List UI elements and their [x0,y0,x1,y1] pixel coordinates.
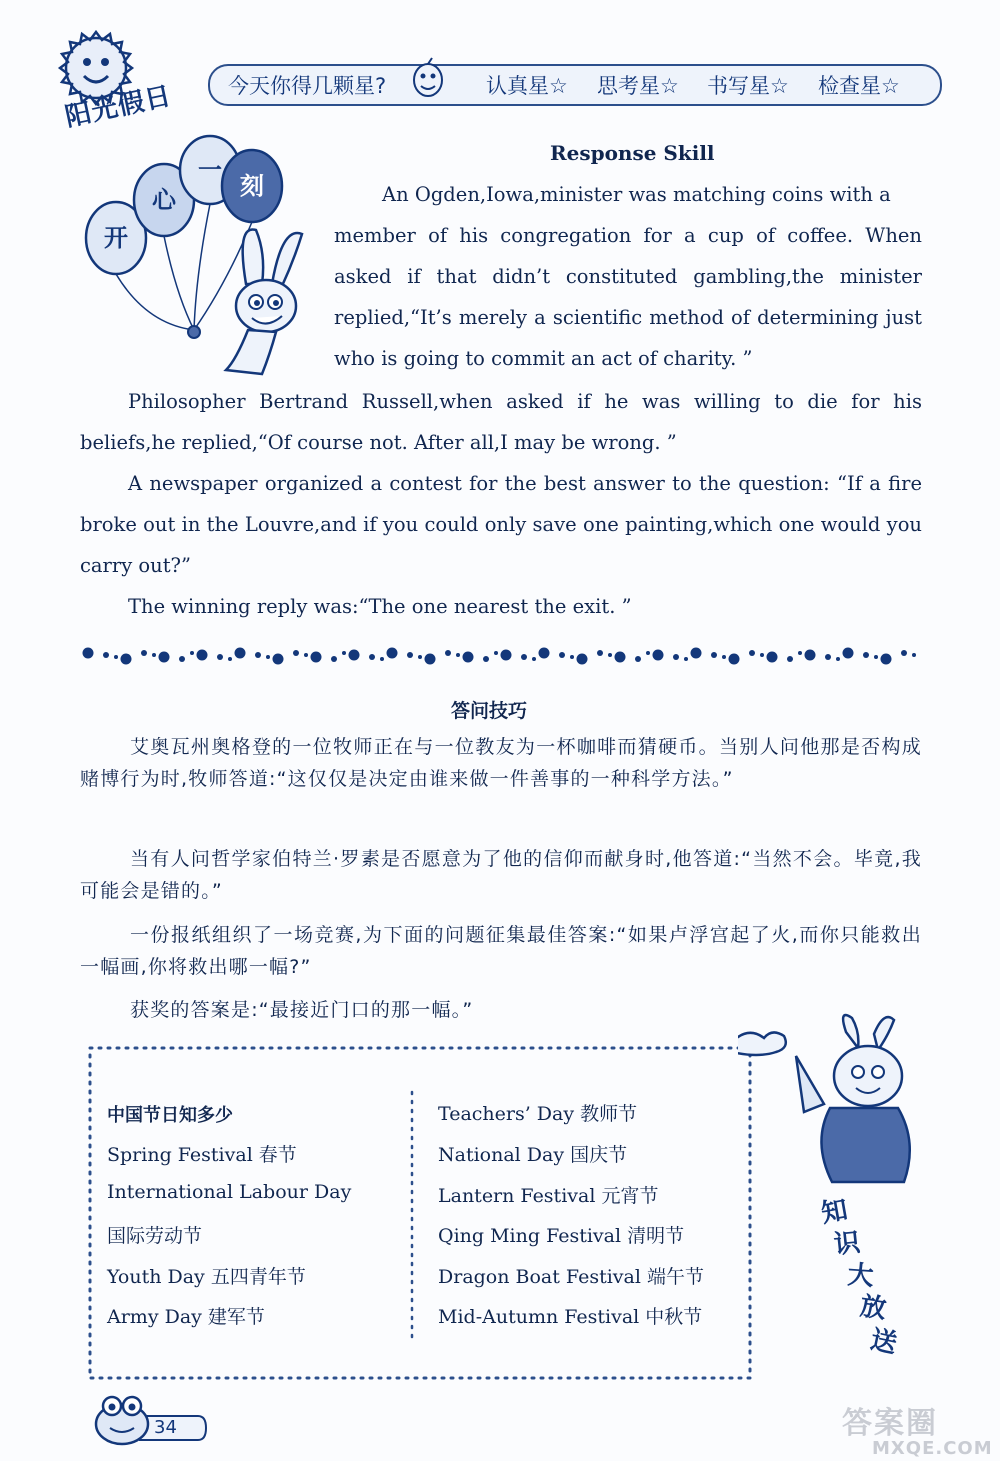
english-paragraph: The winning reply was:“The one nearest the exit. ” [128,595,632,618]
festival-item: Youth Day 五四青年节 [107,1266,306,1288]
festival-item: Lantern Festival 元宵节 [438,1185,659,1207]
rabbit-knowledge-badge-illustration [738,1012,928,1382]
festival-item: International Labour Day [107,1181,352,1203]
dotted-separator [80,644,922,668]
paragraph-rest: member of his congregation for a cup of coffee. When asked if that didn’t constituted gambling,the minister replied,“It’s merely a scientific method of determining just who is going to commit an act of charity. ” [334,224,922,370]
frog-page-tab-icon [80,1384,210,1448]
paragraph-first-line: An Ogden,Iowa,minister was matching coins with a [382,183,891,206]
festival-item: Dragon Boat Festival 端午节 [438,1266,704,1288]
festival-item: Teachers’ Day 教师节 [438,1103,638,1125]
festival-list-title: 中国节日知多少 [107,1105,233,1126]
badge-char: 知 [819,1195,851,1230]
festival-item: 国际劳动节 [107,1225,203,1247]
badge-char: 大 [846,1260,875,1292]
star-rating-label: 书写星☆ [707,74,789,98]
watermark-text: 答案圈 [842,1406,938,1441]
english-paragraph [334,174,922,379]
balloon-char: 开 [104,224,128,252]
english-title: Response Skill [550,141,715,165]
balloon-char: 一 [198,156,222,184]
badge-char: 识 [832,1227,862,1261]
star-rating-label: 思考星☆ [597,74,679,98]
rabbit-balloons-illustration [76,134,338,382]
festival-item: Qing Ming Festival 清明节 [438,1225,685,1247]
festival-item: Army Day 建军节 [107,1306,265,1328]
balloon-char: 心 [152,186,176,214]
badge-char: 放 [858,1291,889,1325]
chinese-paragraph: 艾奥瓦州奥格登的一位牧师正在与一位教友为一杯咖啡而猜硬币。当别人问他那是否构成赌博行为时,牧师答道:“这仅仅是决定由谁来做一件善事的一种科学方法。” [80,736,922,790]
english-paragraph: Philosopher Bertrand Russell,when asked if he was willing to die for his beliefs,he replied,“Of course not. After all,I may be wrong. ” [80,390,922,454]
english-paragraph: A newspaper organized a contest for the best answer to the question: “If a fire broke out in the Louvre,and if you could only save one painting,which one would you carry out?” [80,472,922,577]
star-rating-label: 认真星☆ [486,74,568,98]
watermark-url: MXQE.COM [872,1438,993,1459]
smiley-face-icon [408,56,448,100]
page-number: 34 [154,1417,177,1438]
festival-item: Mid-Autumn Festival 中秋节 [438,1306,703,1328]
star-rating-label: 检查星☆ [818,74,900,98]
balloon-char: 刻 [240,172,264,200]
badge-char: 送 [867,1324,900,1360]
chinese-paragraph: 当有人问哲学家伯特兰·罗素是否愿意为了他的信仰而献身时,他答道:“当然不会。毕竟,我可能会是错的。” [80,848,922,902]
logo-text: 阳光假日 [62,81,175,133]
chinese-title: 答问技巧 [451,700,528,722]
festival-item: National Day 国庆节 [438,1144,628,1166]
chinese-paragraph: 获奖的答案是:“最接近门口的那一幅。” [130,999,474,1021]
chinese-paragraph: 一份报纸组织了一场竞赛,为下面的问题征集最佳答案:“如果卢浮宫起了火,而你只能救出一幅画,你将救出哪一幅?” [80,924,922,978]
header-question: 今天你得几颗星? [228,74,387,98]
festival-item: Spring Festival 春节 [107,1144,297,1166]
